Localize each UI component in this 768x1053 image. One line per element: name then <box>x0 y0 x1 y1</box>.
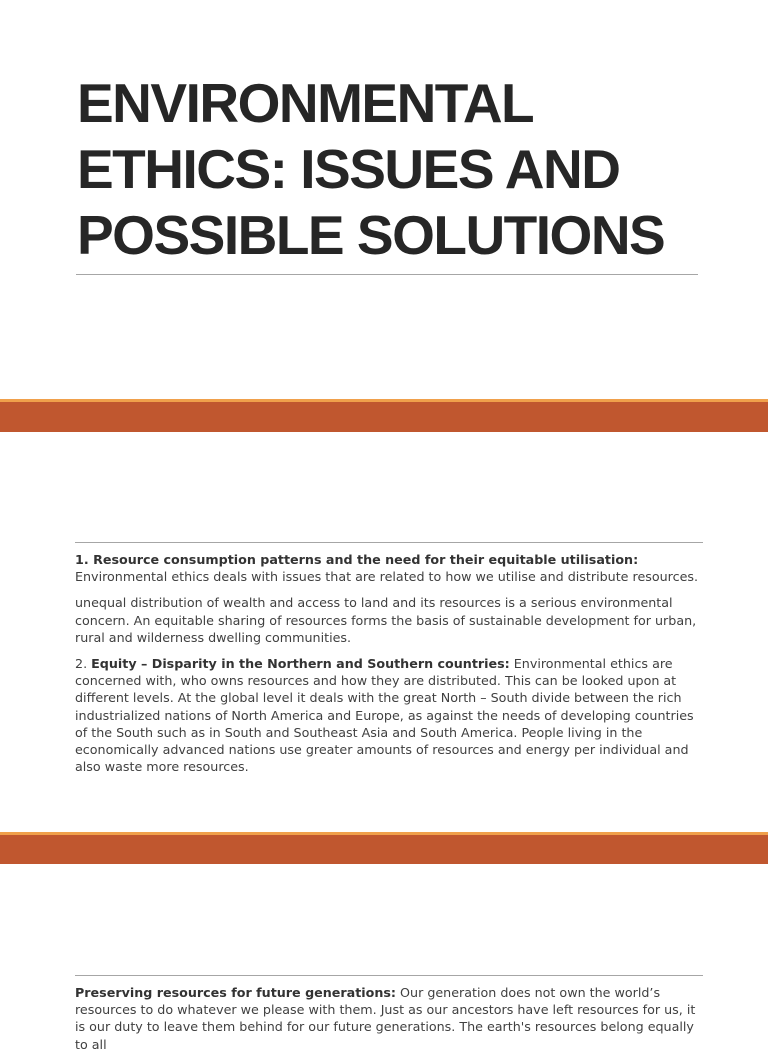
slide-separator <box>0 399 768 432</box>
paragraph-heading: Preserving resources for future generations: <box>75 985 397 1000</box>
slide-body <box>75 551 703 784</box>
slide-title-line-1: ENVIRONMENTAL <box>77 72 534 134</box>
paragraph-heading: Equity – Disparity in the Northern and Southern countries: <box>91 656 510 672</box>
paragraph-heading: 1. Resource consumption patterns and the need for their equitable utilisation: <box>75 552 639 567</box>
paragraph <box>75 984 703 1053</box>
slide-separator <box>0 832 768 864</box>
slide-body <box>75 984 703 1052</box>
paragraph <box>75 551 703 585</box>
paragraph-text: Environmental ethics deals with issues that are related to how we utilise and distribute resources. <box>75 569 699 585</box>
title-divider <box>76 274 698 275</box>
paragraph-text: Our generation does not own the world’s resources to do whatever we please with them. Just as our ancestors have left resources for us, it is our duty to leave them behind for our future generations. The earth's resources belong equally to all <box>75 985 696 1052</box>
slide-title <box>77 70 717 268</box>
paragraph-number: 2. <box>75 656 92 672</box>
content-divider <box>75 975 703 976</box>
slide-title-line-2: ETHICS: ISSUES AND <box>77 138 620 200</box>
paragraph-text: Environmental ethics are concerned with, who owns resources and how they are distributed. This can be looked upon at different levels. At the global level it deals with the great North – South divide between the rich industrialized nations of North America and Europe, as against the needs of developing countries of the South such as in South and Southeast Asia and South America. People living in the economically advanced nations use greater amounts of resources and energy per individual and also waste more resources. <box>75 656 694 775</box>
paragraph <box>75 655 703 775</box>
slide-title-line-3: POSSIBLE SOLUTIONS <box>77 204 665 266</box>
paragraph: unequal distribution of wealth and access to land and its resources is a serious environmental concern. An equitable sharing of resources forms the basis of sustainable development for urban, rural and wilderness dwelling communities. <box>75 595 697 645</box>
content-divider <box>75 542 703 543</box>
